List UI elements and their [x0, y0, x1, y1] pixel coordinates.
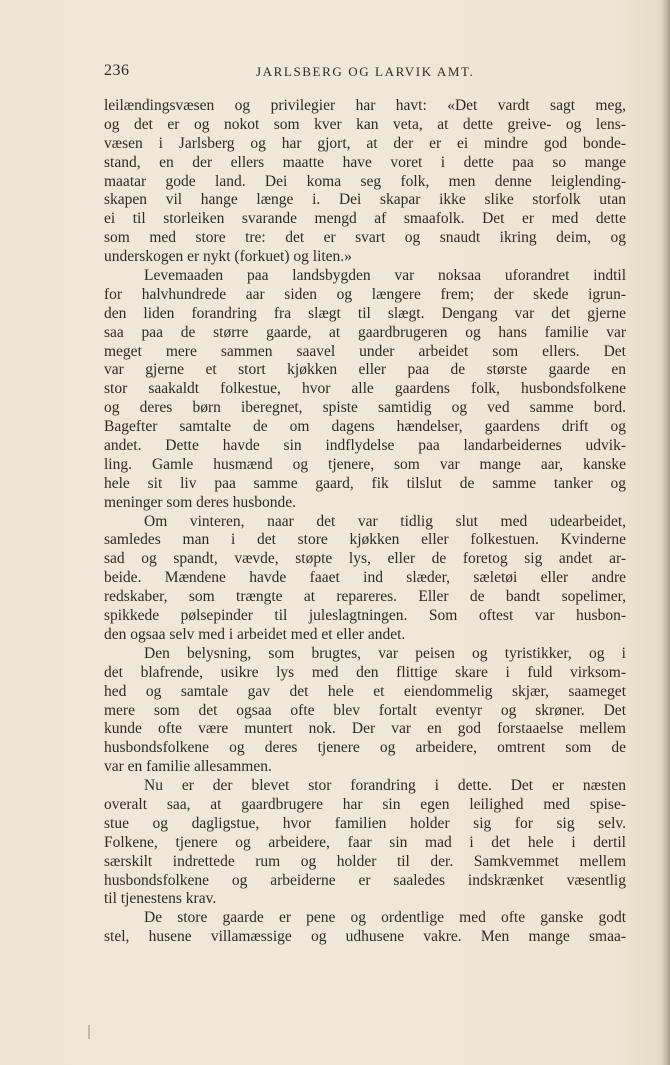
- running-head: JARLSBERG OG LARVIK AMT.: [256, 64, 475, 79]
- text-line: meninger som deres husbonde.: [104, 493, 296, 511]
- text-line: ling. Gamle husmænd og tjenere, som var mange aar, kanske: [104, 455, 626, 473]
- text-line: og det er og nokot som kver kan veta, at dette greive- og lens-: [104, 115, 626, 133]
- text-line: kunde ofte være muntert nok. Der var en god forstaaelse mellem: [104, 720, 626, 738]
- paragraph-start: Om vinteren, naar det var tidlig slut med udearbeidet,: [144, 512, 626, 530]
- text-line: sad og spandt, vævde, støpte lys, eller de foretog sig andet ar-: [104, 550, 626, 568]
- text-line: den liden forandring fra slægt til slægt. Dengang var det gjerne: [104, 304, 626, 322]
- text-line: var en familie allesammen.: [104, 758, 272, 776]
- text-line: det blafrende, usikre lys med den flittige skare i fuld virksom-: [104, 663, 626, 681]
- text-line: overalt saa, at gaardbrugere har sin egen leilighed med spise-: [104, 795, 626, 813]
- text-line: beide. Mændene havde faaet ind slæder, sæletøi eller andre: [104, 569, 626, 587]
- text-line: ei til storleiken svarande mengd af smaafolk. Det er med dette: [104, 210, 626, 228]
- text-line: meget mere sammen saavel under arbeidet som ellers. Det: [104, 342, 626, 360]
- text-line: og deres børn iberegnet, spiste samtidig og ved samme bord.: [104, 399, 626, 417]
- page-edge-shadow: [660, 0, 670, 1065]
- paragraph-start: De store gaarde er pene og ordentlige med ofte ganske godt: [144, 909, 626, 927]
- text-line: saa paa de større gaarde, at gaardbrugeren og hans familie var: [104, 323, 626, 341]
- text-line: stor saakaldt folkestue, hvor alle gaardens folk, husbondsfolkene: [104, 380, 626, 398]
- text-line: hed og samtale gav det hele et eiendommelig skjær, saameget: [104, 682, 626, 700]
- text-line: væsen i Jarlsberg og har gjort, at der er ei mindre god bonde-: [104, 134, 626, 152]
- body-text: [104, 97, 626, 947]
- paragraph-start: Levemaaden paa landsbygden var noksaa uforandret indtil: [144, 267, 626, 285]
- text-line: stand, en der ellers maatte have voret i dette paa so mange: [104, 153, 626, 171]
- text-line: spikkede pølsepinder til juleslagtningen. Som oftest var husbon-: [104, 607, 626, 625]
- text-line: var gjerne et stort kjøkken eller paa de største gaarde en: [104, 361, 626, 379]
- text-line: til tjenestens krav.: [104, 890, 217, 908]
- page-number: 236: [104, 62, 130, 79]
- text-line: hele sit liv paa samme gaard, fik tilslut de samme tanker og: [104, 474, 626, 492]
- text-line: mere som det ogsaa ofte blev fortalt eventyr og skrøner. Det: [104, 701, 626, 719]
- text-line: særskilt indrettede rum og holder til der. Samkvemmet mellem: [104, 852, 626, 870]
- text-line: redskaber, som trængte at repareres. Eller de bandt sopelimer,: [104, 588, 626, 606]
- margin-mark: [88, 1025, 90, 1039]
- text-line: maatar gode land. Dei koma seg folk, men denne leiglending-: [104, 172, 626, 190]
- text-line: samledes man i det store kjøkken eller folkestuen. Kvinderne: [104, 531, 626, 549]
- text-line: som med store tre: det er svart og snaudt ikring deim, og: [104, 229, 626, 247]
- text-line: husbondsfolkene og arbeiderne er saaledes indskrænket væsentlig: [104, 871, 626, 889]
- text-line: Bagefter samtalte de om dagens hændelser, gaardens drift og: [104, 418, 626, 436]
- paragraph-start: Den belysning, som brugtes, var peisen og tyristikker, og i: [144, 644, 626, 662]
- text-line: den ogsaa selv med i arbeidet med et eller andet.: [104, 625, 406, 643]
- text-line: Folkene, tjenere og arbeidere, faar sin mad i det hele i dertil: [104, 833, 626, 851]
- page-header: [104, 62, 626, 82]
- paragraph-start: Nu er der blevet stor forandring i dette. Det er næsten: [144, 777, 626, 795]
- text-line: underskogen er nykt (forkuet) og liten.»: [104, 248, 352, 266]
- text-line: stel, husene villamæssige og udhusene vakre. Men mange smaa-: [104, 928, 626, 946]
- text-line: andet. Dette havde sin indflydelse paa landarbeidernes udvik-: [104, 437, 626, 455]
- text-line: stue og dagligstue, hvor familien holder sig for sig selv.: [104, 814, 626, 832]
- text-line: for halvhundrede aar siden og længere frem; der skede igrun-: [104, 285, 626, 303]
- text-line: husbondsfolkene og deres tjenere og arbeidere, omtrent som de: [104, 739, 626, 757]
- text-line: skapen vil hange længe i. Dei skapar ikke slike storfolk utan: [104, 191, 626, 209]
- text-line: leilændingsvæsen og privilegier har havt: «Det vardt sagt meg,: [104, 97, 626, 114]
